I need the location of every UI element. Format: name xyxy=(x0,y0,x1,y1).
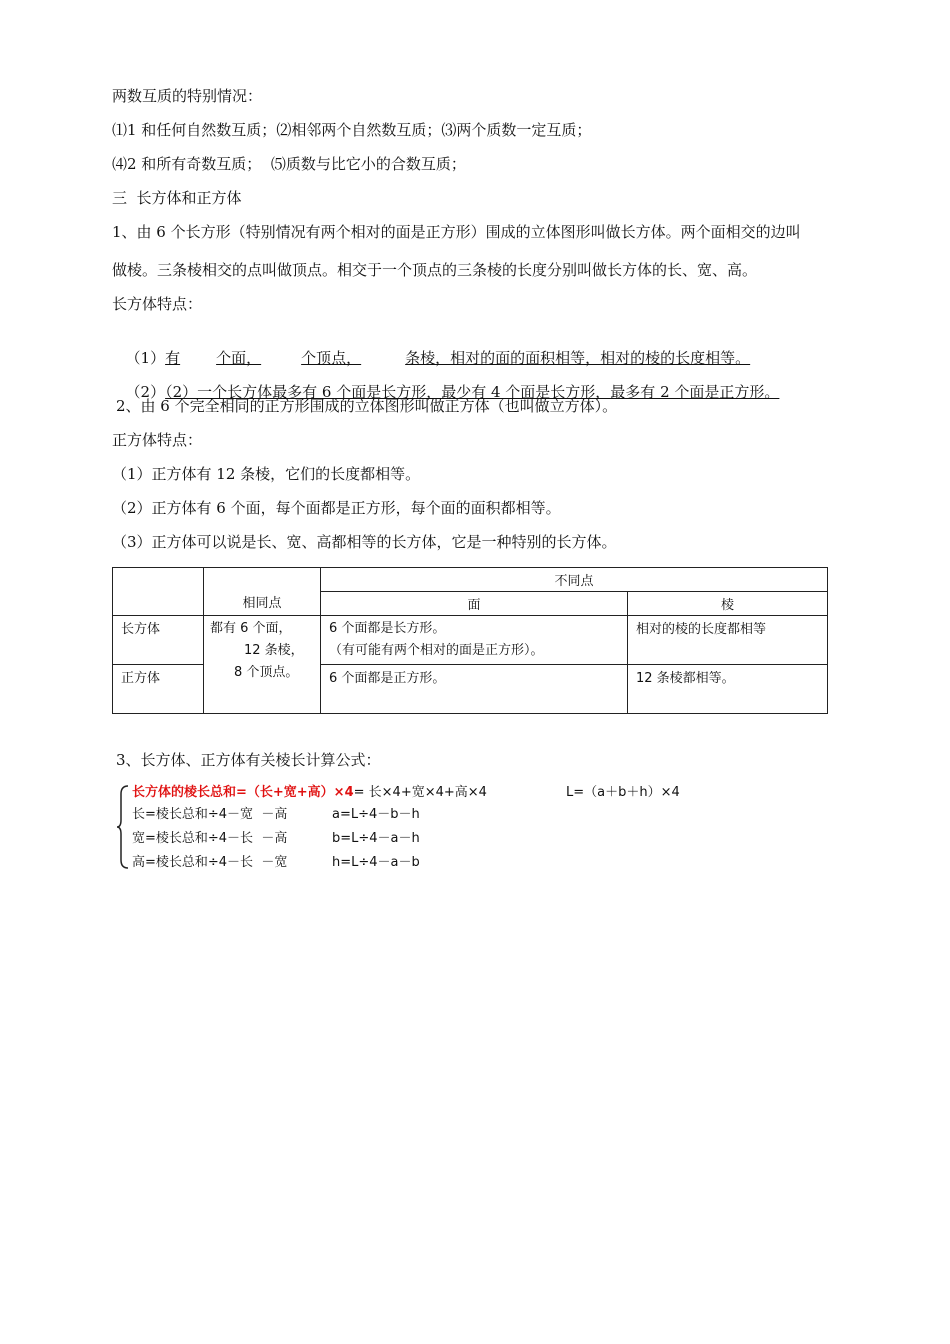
row-cube-name: 正方体 xyxy=(113,665,204,714)
fill-edges: 条棱，相对的面的面积相等，相对的棱的长度相等。 xyxy=(405,349,751,367)
cuboid-face-1: 6 个面都是长方形。 xyxy=(329,621,446,636)
formula-main xyxy=(132,784,487,802)
coprime-line-2: ⑷2 和所有奇数互质； ⑸质数与比它小的合数互质； xyxy=(112,155,466,173)
header-same: 相同点 xyxy=(204,568,321,616)
section-heading: 三 长方体和正方体 xyxy=(112,189,242,207)
formula-length: 长=棱长总和÷4－宽 －高 xyxy=(132,807,288,822)
row-cuboid-face xyxy=(321,616,628,665)
formula-main-letters: L=（a＋b＋h）×4 xyxy=(566,785,680,800)
brace-icon xyxy=(116,784,130,870)
fill-has: 有 xyxy=(165,349,181,367)
same-edges: 12 条棱， xyxy=(244,643,304,658)
cube-feature-2: （2）正方体有 6 个面，每个面都是正方形，每个面的面积都相等。 xyxy=(112,499,561,517)
formula-width-letters: b=L÷4－a－h xyxy=(332,831,420,846)
cuboid-definition-1: 1、由 6 个长方形（特别情况有两个相对的面是正方形）围成的立体图形叫做长方体。两个面相交的边叫 xyxy=(112,223,801,241)
row-cuboid-name: 长方体 xyxy=(113,616,204,665)
formula-length-letters: a=L÷4－b－h xyxy=(332,807,420,822)
feature-1-prefix: （1） xyxy=(125,349,166,367)
formula-height-letters: h=L÷4－a－b xyxy=(332,855,420,870)
formula-title: 3、长方体、正方体有关棱长计算公式： xyxy=(116,751,381,769)
formula-block xyxy=(116,780,776,878)
row-cube-face: 6 个面都是正方形。 xyxy=(321,665,628,714)
feature-2-underlined: （2）一个长方体最多有 6 个面是长方形，最少有 4 个面是长方形，最多有 2 个面是正方形。 xyxy=(165,383,780,401)
header-edge: 棱 xyxy=(628,592,828,616)
cuboid-face-2: （有可能有两个相对的面是正方形）。 xyxy=(329,643,544,658)
cube-feature-1: （1）正方体有 12 条棱，它们的长度都相等。 xyxy=(112,465,421,483)
coprime-title: 两数互质的特别情况： xyxy=(112,87,263,105)
cube-feature-3: （3）正方体可以说是长、宽、高都相等的长方体，它是一种特别的长方体。 xyxy=(112,533,617,551)
formula-main-red: 长方体的棱长总和=（长+宽+高）×4 xyxy=(132,785,354,800)
same-faces: 都有 6 个面， xyxy=(210,621,292,636)
same-cell xyxy=(204,616,321,714)
comparison-table xyxy=(112,567,828,714)
formula-main-rest: = 长×4+宽×4+高×4 xyxy=(353,785,487,800)
fill-faces: 个面， xyxy=(216,349,262,367)
header-face: 面 xyxy=(321,592,628,616)
table-corner-cell xyxy=(113,568,204,616)
cube-features-title: 正方体特点： xyxy=(112,431,203,449)
row-cube-edge: 12 条棱都相等。 xyxy=(628,665,828,714)
feature-2-prefix: （2） xyxy=(125,383,166,401)
header-diff: 不同点 xyxy=(321,568,828,592)
formula-height: 高=棱长总和÷4－长 －宽 xyxy=(132,855,288,870)
fill-vertices: 个顶点， xyxy=(301,349,362,367)
same-vertices: 8 个顶点。 xyxy=(234,665,299,680)
cube-definition: 2、由 6 个完全相同的正方形围成的立体图形叫做正方体（也叫做立方体）。 xyxy=(116,397,618,415)
coprime-line-1: ⑴1 和任何自然数互质；⑵相邻两个自然数互质；⑶两个质数一定互质； xyxy=(112,121,592,139)
cuboid-definition-2: 做棱。三条棱相交的点叫做顶点。相交于一个顶点的三条棱的长度分别叫做长方体的长、宽、高。 xyxy=(112,261,758,279)
formula-width: 宽=棱长总和÷4－长 －高 xyxy=(132,831,288,846)
row-cuboid-edge: 相对的棱的长度都相等 xyxy=(628,616,828,665)
cuboid-features-title: 长方体特点： xyxy=(112,295,203,313)
